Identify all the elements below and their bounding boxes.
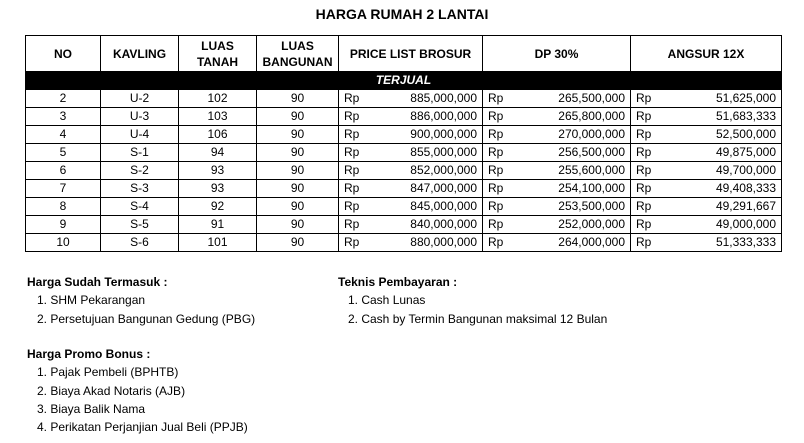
cell-dp <box>483 108 631 126</box>
cell-kavling: S-1 <box>101 144 179 162</box>
currency-label: Rp <box>344 217 360 231</box>
cell-dp-value: 256,500,000 <box>558 145 625 159</box>
cell-price <box>339 90 483 108</box>
cell-price <box>339 234 483 252</box>
currency-label: Rp <box>636 163 652 177</box>
cell-dp <box>483 216 631 234</box>
section-label: TERJUAL <box>26 72 782 90</box>
cell-kavling: S-5 <box>101 216 179 234</box>
cell-price-value: 885,000,000 <box>410 91 477 105</box>
cell-dp-value: 265,800,000 <box>558 109 625 123</box>
cell-price <box>339 162 483 180</box>
payment-notes <box>338 273 607 328</box>
cell-luas-tanah: 106 <box>179 126 257 144</box>
cell-dp-value: 252,000,000 <box>558 217 625 231</box>
cell-angsur <box>631 216 782 234</box>
currency-label: Rp <box>344 199 360 213</box>
cell-angsur <box>631 126 782 144</box>
header-kavling: KAVLING <box>101 36 179 72</box>
table-header <box>26 36 782 72</box>
currency-label: Rp <box>344 163 360 177</box>
list-item: 1. SHM Pekarangan <box>37 293 146 308</box>
cell-dp <box>483 90 631 108</box>
header-angsur: ANGSUR 12X <box>631 36 782 72</box>
cell-angsur <box>631 234 782 252</box>
currency-label: Rp <box>488 127 504 141</box>
table-row <box>26 216 782 234</box>
cell-luas-tanah: 101 <box>179 234 257 252</box>
cell-no: 7 <box>26 180 101 198</box>
currency-label: Rp <box>636 181 652 195</box>
currency-label: Rp <box>636 199 652 213</box>
cell-no: 5 <box>26 144 101 162</box>
bonus-heading: Harga Promo Bonus : <box>27 347 151 361</box>
cell-no: 2 <box>26 90 101 108</box>
table-row <box>26 180 782 198</box>
cell-price-value: 886,000,000 <box>410 109 477 123</box>
cell-angsur <box>631 144 782 162</box>
cell-price-value: 852,000,000 <box>410 163 477 177</box>
cell-luas-tanah: 92 <box>179 198 257 216</box>
cell-no: 8 <box>26 198 101 216</box>
cell-angsur <box>631 108 782 126</box>
list-item: 1. Pajak Pembeli (BPHTB) <box>37 365 179 380</box>
cell-price-value: 840,000,000 <box>410 217 477 231</box>
currency-label: Rp <box>344 127 360 141</box>
cell-luas-tanah: 91 <box>179 216 257 234</box>
page-title: HARGA RUMAH 2 LANTAI <box>315 6 489 22</box>
cell-angsur <box>631 90 782 108</box>
cell-angsur <box>631 198 782 216</box>
currency-label: Rp <box>488 181 504 195</box>
table-row <box>26 162 782 180</box>
cell-dp <box>483 234 631 252</box>
cell-dp-value: 265,500,000 <box>558 91 625 105</box>
currency-label: Rp <box>344 91 360 105</box>
payment-heading: Teknis Pembayaran : <box>338 275 458 289</box>
cell-luas-bangunan: 90 <box>257 180 339 198</box>
cell-luas-tanah: 103 <box>179 108 257 126</box>
cell-luas-tanah: 93 <box>179 180 257 198</box>
currency-label: Rp <box>488 163 504 177</box>
currency-label: Rp <box>636 109 652 123</box>
cell-kavling: U-3 <box>101 108 179 126</box>
cell-kavling: S-6 <box>101 234 179 252</box>
cell-luas-bangunan: 90 <box>257 90 339 108</box>
cell-no: 3 <box>26 108 101 126</box>
table-row <box>26 198 782 216</box>
cell-kavling: U-4 <box>101 126 179 144</box>
cell-luas-bangunan: 90 <box>257 126 339 144</box>
cell-angsur <box>631 180 782 198</box>
cell-no: 10 <box>26 234 101 252</box>
cell-luas-bangunan: 90 <box>257 198 339 216</box>
cell-luas-tanah: 102 <box>179 90 257 108</box>
cell-dp <box>483 144 631 162</box>
list-item: 3. Biaya Balik Nama <box>37 401 146 416</box>
table-row <box>26 126 782 144</box>
header-luas-tanah: LUAS TANAH <box>179 36 257 72</box>
cell-angsur-value: 49,291,667 <box>715 199 776 213</box>
cell-dp-value: 270,000,000 <box>558 127 625 141</box>
cell-angsur <box>631 162 782 180</box>
cell-dp <box>483 180 631 198</box>
currency-label: Rp <box>344 235 360 249</box>
cell-angsur-value: 49,408,333 <box>715 181 776 195</box>
cell-angsur-value: 51,625,000 <box>715 91 776 105</box>
cell-price-value: 900,000,000 <box>410 127 477 141</box>
currency-label: Rp <box>636 127 652 141</box>
currency-label: Rp <box>344 145 360 159</box>
cell-luas-tanah: 93 <box>179 162 257 180</box>
cell-luas-bangunan: 90 <box>257 162 339 180</box>
currency-label: Rp <box>344 109 360 123</box>
cell-angsur-value: 52,500,000 <box>715 127 776 141</box>
list-item: 4. Perikatan Perjanjian Jual Beli (PPJB) <box>37 420 248 435</box>
cell-price <box>339 198 483 216</box>
cell-dp-value: 255,600,000 <box>558 163 625 177</box>
header-price: PRICE LIST BROSUR <box>339 36 483 72</box>
cell-no: 9 <box>26 216 101 234</box>
cell-kavling: U-2 <box>101 90 179 108</box>
included-heading: Harga Sudah Termasuk : <box>27 275 168 289</box>
list-item: 2. Cash by Termin Bangunan maksimal 12 Bulan <box>348 311 608 326</box>
cell-dp <box>483 198 631 216</box>
cell-angsur-value: 51,333,333 <box>715 235 776 249</box>
cell-dp <box>483 162 631 180</box>
bonus-notes <box>27 345 248 436</box>
cell-kavling: S-2 <box>101 162 179 180</box>
currency-label: Rp <box>636 235 652 249</box>
list-item: 1. Cash Lunas <box>348 293 426 308</box>
cell-angsur-value: 49,700,000 <box>715 163 776 177</box>
price-table <box>25 35 782 252</box>
cell-luas-bangunan: 90 <box>257 216 339 234</box>
currency-label: Rp <box>488 145 504 159</box>
cell-price <box>339 108 483 126</box>
cell-price <box>339 216 483 234</box>
cell-kavling: S-4 <box>101 198 179 216</box>
cell-angsur-value: 49,000,000 <box>715 217 776 231</box>
table-row <box>26 108 782 126</box>
cell-price <box>339 144 483 162</box>
cell-luas-bangunan: 90 <box>257 144 339 162</box>
included-notes <box>27 273 255 328</box>
cell-angsur-value: 49,875,000 <box>715 145 776 159</box>
currency-label: Rp <box>636 217 652 231</box>
cell-kavling: S-3 <box>101 180 179 198</box>
cell-dp <box>483 126 631 144</box>
cell-dp-value: 253,500,000 <box>558 199 625 213</box>
cell-price-value: 880,000,000 <box>410 235 477 249</box>
cell-luas-tanah: 94 <box>179 144 257 162</box>
currency-label: Rp <box>488 199 504 213</box>
cell-price-value: 855,000,000 <box>410 145 477 159</box>
currency-label: Rp <box>488 91 504 105</box>
cell-price <box>339 126 483 144</box>
cell-dp-value: 264,000,000 <box>558 235 625 249</box>
currency-label: Rp <box>344 181 360 195</box>
cell-price-value: 845,000,000 <box>410 199 477 213</box>
currency-label: Rp <box>636 91 652 105</box>
currency-label: Rp <box>488 217 504 231</box>
cell-luas-bangunan: 90 <box>257 108 339 126</box>
list-item: 2. Persetujuan Bangunan Gedung (PBG) <box>37 311 256 326</box>
header-luas-bangunan: LUAS BANGUNAN <box>257 36 339 72</box>
cell-price <box>339 180 483 198</box>
cell-no: 4 <box>26 126 101 144</box>
cell-luas-bangunan: 90 <box>257 234 339 252</box>
table-row <box>26 234 782 252</box>
currency-label: Rp <box>636 145 652 159</box>
currency-label: Rp <box>488 109 504 123</box>
cell-no: 6 <box>26 162 101 180</box>
section-band <box>26 72 782 90</box>
cell-price-value: 847,000,000 <box>410 181 477 195</box>
cell-angsur-value: 51,683,333 <box>715 109 776 123</box>
header-no: NO <box>26 36 101 72</box>
cell-dp-value: 254,100,000 <box>558 181 625 195</box>
header-dp: DP 30% <box>483 36 631 72</box>
currency-label: Rp <box>488 235 504 249</box>
list-item: 2. Biaya Akad Notaris (AJB) <box>37 383 186 398</box>
table-row <box>26 144 782 162</box>
table-row <box>26 90 782 108</box>
